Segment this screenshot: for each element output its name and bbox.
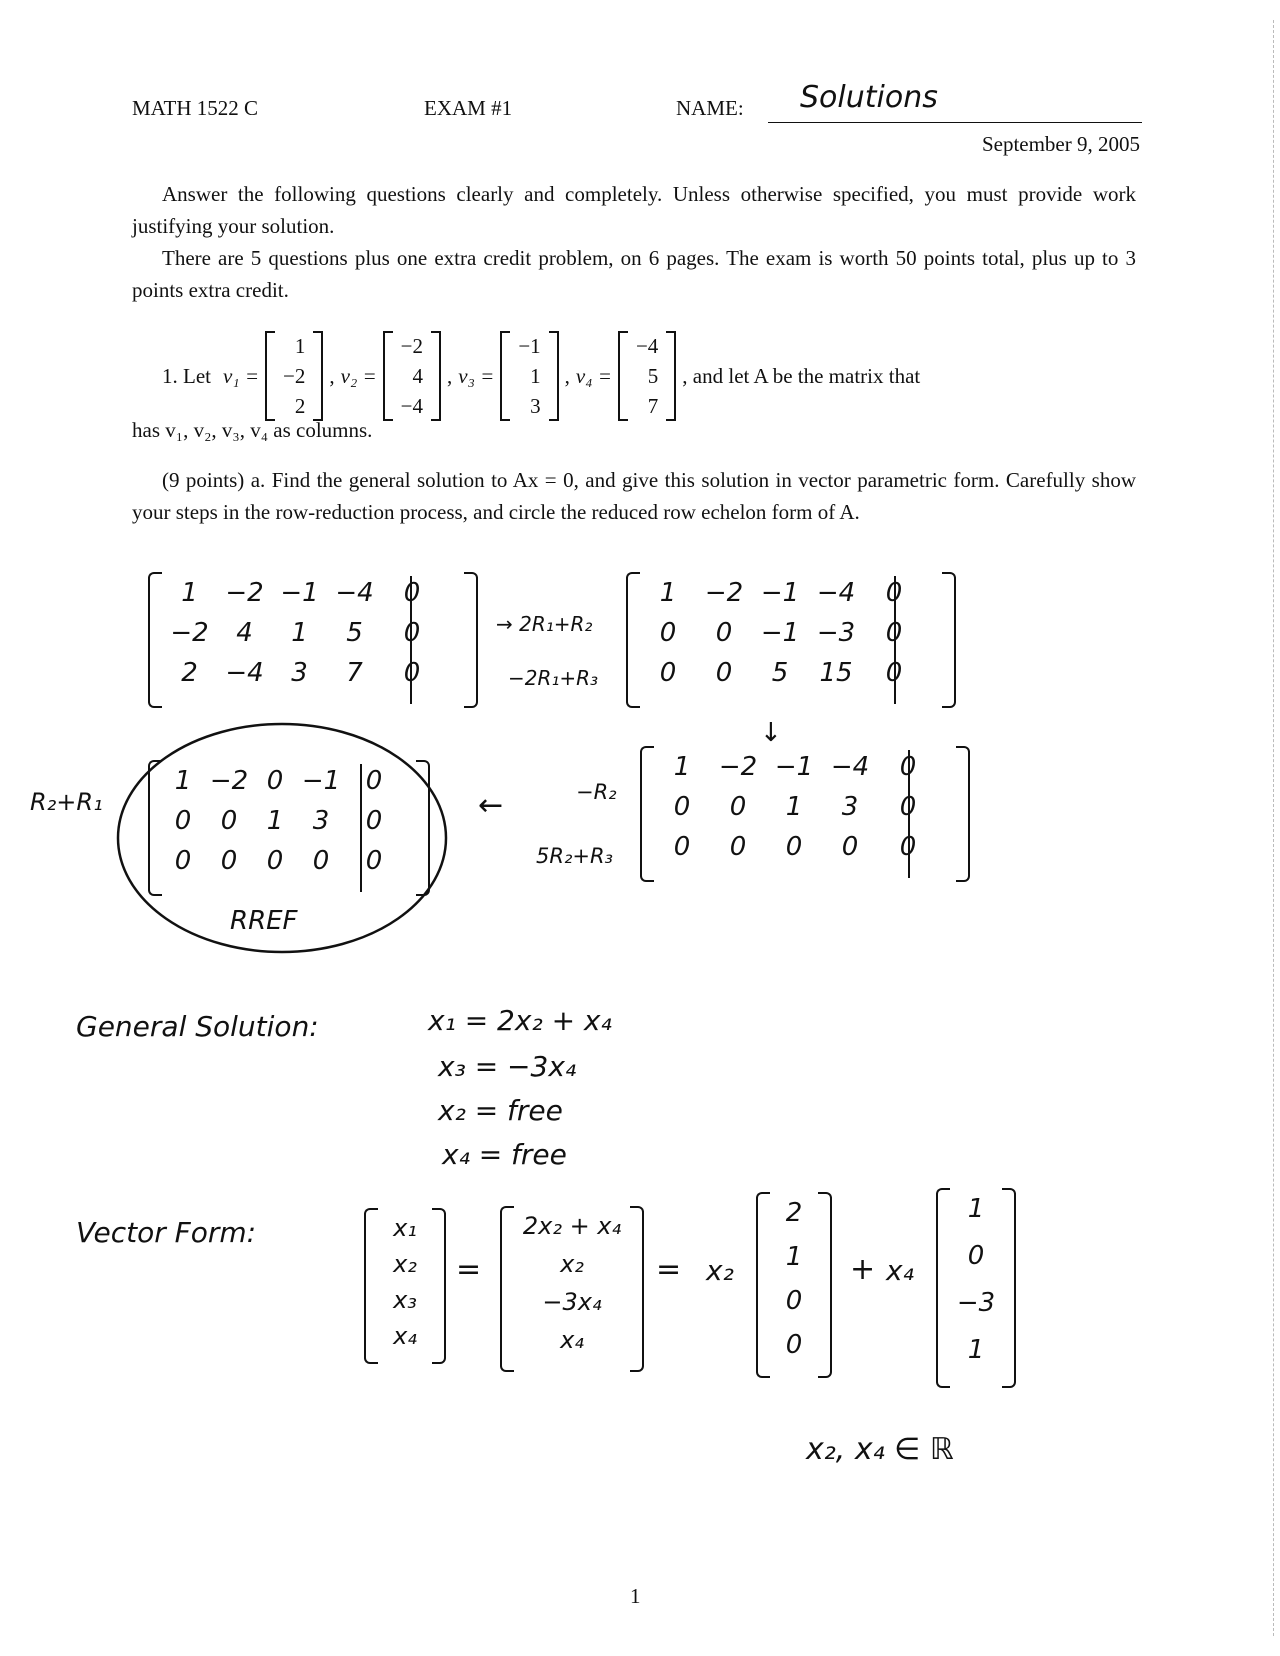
matrix-entry: 4 — [236, 618, 253, 648]
problem-1-lead: 1. Let — [162, 363, 211, 388]
row-op-1: → 2R₁+R₂ — [496, 612, 593, 636]
matrix-entry: 0 — [899, 752, 917, 782]
matrix-entry: 2 — [181, 658, 198, 688]
rref-label: RREF — [230, 906, 298, 936]
matrix-entry: 1 — [174, 766, 192, 796]
scan-edge — [1273, 20, 1274, 1636]
matrix-entry: 5 — [346, 618, 363, 648]
v4-entry: −4 — [635, 334, 659, 358]
instructions-paragraph-1: Answer the following questions clearly and completely. Unless otherwise specified, you must provide work justifying your solution. — [132, 182, 1136, 238]
matrix-entry: 0 — [899, 832, 917, 862]
vector-v1 — [265, 331, 323, 421]
matrix-entry: 0 — [403, 618, 421, 648]
matrix-entry: −2 — [209, 766, 249, 796]
name-handwritten: Solutions — [800, 80, 938, 115]
matrix-entry: 1 — [266, 806, 284, 836]
coefficient-x2: x₂ — [706, 1254, 734, 1287]
problem-1-line-2: has v₁, v₂, v₃, v₄ as columns. — [132, 418, 373, 442]
matrix-step-2 — [640, 746, 970, 882]
matrix-entry: 3 — [291, 658, 308, 688]
down-arrow-icon: ↓ — [760, 718, 782, 748]
matrix-entry: −2 — [170, 618, 209, 648]
matrix-entry: −4 — [830, 752, 870, 782]
row-op-5: R₂+R₁ — [30, 788, 103, 816]
vector-entry: x₄ — [560, 1326, 584, 1354]
matrix-entry: 0 — [312, 846, 330, 876]
vector-entry: 1 — [967, 1194, 985, 1224]
matrix-entry: −2 — [718, 752, 758, 782]
name-label: NAME: — [676, 96, 744, 120]
v3-entry: −1 — [518, 334, 541, 358]
basis-vector-b — [936, 1188, 1016, 1388]
vector-entry: x₄ — [393, 1322, 417, 1350]
matrix-entry: 0 — [365, 846, 383, 876]
left-arrow-icon: ← — [478, 788, 504, 823]
vector-entry: 1 — [785, 1242, 803, 1272]
v3-entry: 3 — [530, 394, 541, 418]
v1-entry: 1 — [294, 334, 306, 358]
equation-x2: x₂ = free — [438, 1094, 563, 1127]
row-op-2: −2R₁+R₃ — [508, 666, 599, 690]
v4-entry: 5 — [647, 364, 659, 388]
vector-entry: x₁ — [393, 1214, 417, 1242]
matrix-entry: −2 — [704, 578, 744, 608]
matrix-entry: 0 — [885, 658, 903, 688]
vector-v3 — [500, 331, 558, 421]
v1-entry: −2 — [283, 364, 306, 388]
matrix-entry: 0 — [266, 766, 284, 796]
vector-entry: 2 — [785, 1198, 803, 1228]
matrix-entry: 0 — [885, 618, 903, 648]
vector-entry: 0 — [785, 1330, 803, 1360]
matrix-original — [148, 572, 478, 708]
equation-x4: x₄ = free — [442, 1138, 567, 1171]
matrix-entry: −1 — [280, 578, 319, 608]
matrix-entry: 0 — [729, 792, 747, 822]
problem-1-tail: , and let A be the matrix that — [682, 363, 921, 388]
v2-entry: −2 — [400, 334, 424, 358]
problem-1-statement — [162, 328, 920, 424]
equals-sign-2: = — [656, 1252, 682, 1287]
parameter-domain: x₂, x₄ ∈ ℝ — [806, 1432, 954, 1467]
general-solution-label: General Solution: — [76, 1010, 319, 1043]
matrix-entry: −2 — [225, 578, 264, 608]
matrix-entry: 0 — [365, 766, 383, 796]
matrix-entry: 0 — [365, 806, 383, 836]
v2-entry: −4 — [400, 394, 424, 418]
vector-lhs — [364, 1208, 446, 1364]
matrix-entry: 0 — [715, 618, 733, 648]
matrix-entry: −4 — [816, 578, 856, 608]
matrix-entry: 5 — [771, 658, 789, 688]
vector-middle — [500, 1206, 644, 1372]
separator: , — [447, 363, 453, 388]
matrix-step-1 — [626, 572, 956, 708]
matrix-entry: −4 — [225, 658, 264, 688]
plus-sign: + — [850, 1252, 876, 1287]
matrix-entry: 0 — [729, 832, 747, 862]
vector-entry: x₂ — [393, 1250, 417, 1278]
matrix-entry: −1 — [760, 618, 800, 648]
matrix-entry: 0 — [673, 832, 691, 862]
equation-x3: x₃ = −3x₄ — [438, 1050, 577, 1083]
matrix-entry: 3 — [841, 792, 859, 822]
problem-1a-text: (9 points) a. Find the general solution to Ax = 0, and give this solution in vector parametric form. Carefully show your steps in the row-reduction process, and circle the reduced row echelon form of A. — [132, 468, 1136, 524]
vector-v2 — [383, 331, 441, 421]
vector-entry: −3 — [956, 1288, 996, 1318]
v4-entry: 7 — [647, 394, 659, 418]
matrix-entry: 1 — [291, 618, 308, 648]
equation-x1: x₁ = 2x₂ + x₄ — [428, 1004, 612, 1037]
v4-label: v₄ = — [575, 363, 612, 388]
matrix-entry: 1 — [785, 792, 803, 822]
matrix-entry: −1 — [774, 752, 814, 782]
instructions-paragraph-2: There are 5 questions plus one extra credit problem, on 6 pages. The exam is worth 50 points total, plus up to 3 points extra credit. — [132, 246, 1136, 302]
course-code: MATH 1522 C — [132, 96, 259, 120]
matrix-entry: −1 — [760, 578, 800, 608]
matrix-entry: −4 — [335, 578, 374, 608]
vector-entry: 2x₂ + x₄ — [522, 1212, 622, 1240]
row-op-4: 5R₂+R₃ — [536, 844, 613, 868]
matrix-entry: 1 — [181, 578, 198, 608]
matrix-entry: 1 — [659, 578, 677, 608]
matrix-entry: 0 — [403, 578, 421, 608]
vector-entry: x₂ — [560, 1250, 584, 1278]
row-op-3: −R₂ — [576, 780, 617, 804]
v2-entry: 4 — [412, 364, 424, 388]
matrix-entry: 0 — [266, 846, 284, 876]
vector-entry: x₃ — [393, 1286, 417, 1314]
matrix-entry: 0 — [673, 792, 691, 822]
exam-title: EXAM #1 — [424, 96, 513, 120]
name-underline — [768, 122, 1142, 123]
page-number: 1 — [630, 1584, 641, 1608]
matrix-entry: 0 — [841, 832, 859, 862]
vector-form-label: Vector Form: — [76, 1216, 257, 1249]
v3-label: v₃ = — [458, 363, 495, 388]
v1-entry: 2 — [294, 394, 306, 418]
matrix-entry: 0 — [174, 806, 192, 836]
matrix-entry: 0 — [403, 658, 421, 688]
v1-label: v₁ = — [222, 363, 260, 388]
matrix-entry: −1 — [301, 766, 341, 796]
vector-entry: 0 — [785, 1286, 803, 1316]
matrix-rref — [148, 760, 430, 896]
vector-entry: 0 — [967, 1241, 985, 1271]
matrix-entry: 0 — [174, 846, 192, 876]
basis-vector-a — [756, 1192, 832, 1378]
matrix-entry: 15 — [819, 658, 853, 688]
matrix-entry: 0 — [885, 578, 903, 608]
vector-entry: −3x₄ — [542, 1288, 602, 1316]
matrix-entry: 1 — [673, 752, 691, 782]
matrix-entry: 0 — [220, 806, 238, 836]
matrix-entry: 0 — [220, 846, 238, 876]
exam-date: September 9, 2005 — [981, 132, 1140, 156]
coefficient-x4: x₄ — [886, 1254, 914, 1287]
matrix-entry: 0 — [715, 658, 733, 688]
matrix-entry: 0 — [659, 618, 677, 648]
matrix-entry: 0 — [659, 658, 677, 688]
vector-entry: 1 — [967, 1335, 985, 1365]
vector-v4 — [618, 331, 676, 421]
matrix-entry: 7 — [346, 658, 363, 688]
matrix-entry: 0 — [899, 792, 917, 822]
v2-label: v₂ = — [340, 363, 377, 388]
v3-entry: 1 — [530, 364, 541, 388]
separator: , — [329, 363, 335, 388]
matrix-entry: 3 — [312, 806, 330, 836]
matrix-entry: −3 — [816, 618, 856, 648]
equals-sign: = — [456, 1252, 482, 1287]
matrix-entry: 0 — [785, 832, 803, 862]
separator: , — [564, 363, 570, 388]
